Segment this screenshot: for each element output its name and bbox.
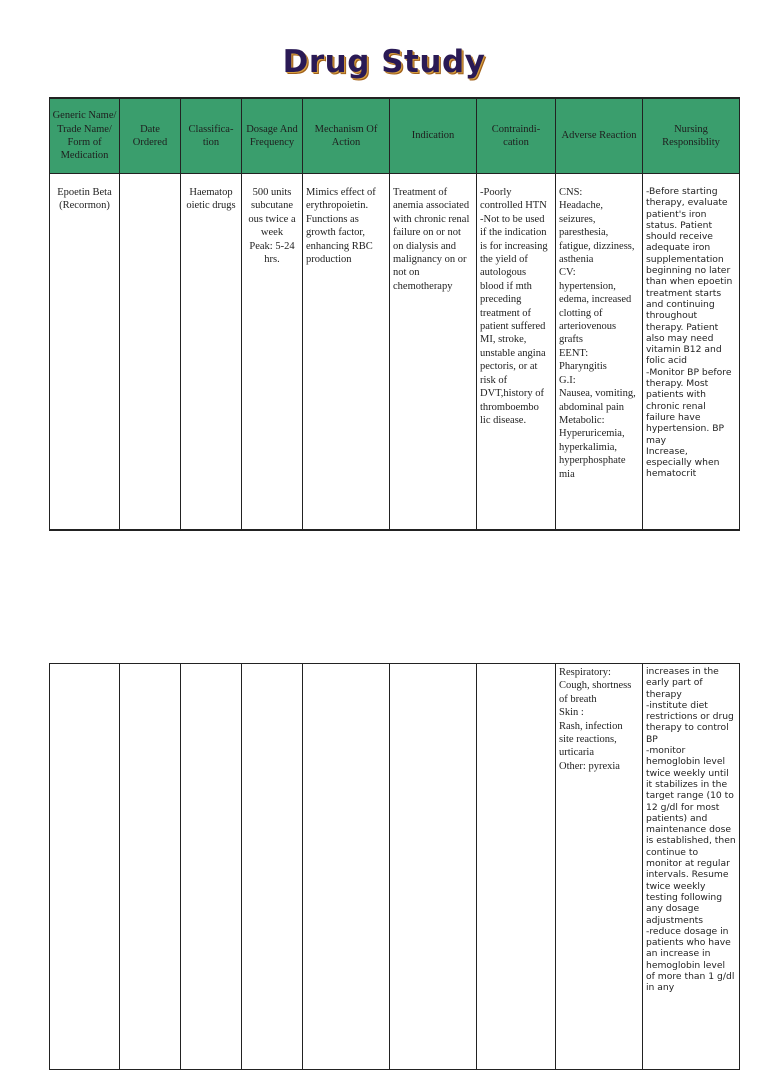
cell-generic-name-empty: [50, 664, 120, 1070]
header-classification: Classifica- tion: [181, 98, 242, 174]
cell-contraindication-empty: [477, 664, 556, 1070]
table-row: [50, 174, 740, 531]
cell-nursing-continued: increases in the early part of therapy -institute diet restrictions or drug therapy to control BP -monitor hemoglobin level twice weekly until it stabilizes in the target range (10 to 12 g/dl for most patients) and maintenance dose is established, then continue to monitor at regular intervals. Resume twice weekly testing following any dosage adjustments -reduce dosage in patients who have an increase in hemoglobin level of more than 1 g/dl in any: [643, 664, 740, 1070]
drug-study-table: [49, 97, 740, 531]
cell-date-ordered: [120, 174, 181, 531]
cell-generic-name: Epoetin Beta (Recormon): [50, 174, 120, 531]
header-dosage: Dosage And Frequency: [242, 98, 303, 174]
cell-classification-empty: [181, 664, 242, 1070]
cell-nursing: -Before starting therapy, evaluate patient's iron status. Patient should receive adequate iron supplementation beginning no later than when epoetin treatment starts and continuing throughout therapy. Patient also may need vitamin B12 and folic acid -Monitor BP before therapy. Most patients with chronic renal failure have hypertension. BP may Increase, especially when hematocrit: [643, 174, 740, 531]
header-adverse: Adverse Reaction: [556, 98, 643, 174]
header-nursing: Nursing Responsiblity: [643, 98, 740, 174]
cell-dosage-empty: [242, 664, 303, 1070]
header-generic-name: Generic Name/ Trade Name/ Form of Medication: [50, 98, 120, 174]
cell-adverse: CNS: Headache, seizures, paresthesia, fatigue, dizziness, asthenia CV: hypertension, edema, increased clotting of arteriovenous grafts EENT: Pharyngitis G.I: Nausea, vomiting, abdominal pain Metabolic: Hyperuricemia, hyperkalimia, hyperphosphate mia: [556, 174, 643, 531]
header-mechanism: Mechanism Of Action: [303, 98, 390, 174]
table-row: [50, 664, 740, 1070]
cell-dosage: 500 units subcutane ous twice a week Peak: 5-24 hrs.: [242, 174, 303, 531]
table-header-row: [50, 98, 740, 174]
cell-classification: Haematop oietic drugs: [181, 174, 242, 531]
cell-indication: Treatment of anemia associated with chronic renal failure on or not on dialysis and malignancy on or not on chemotherapy: [390, 174, 477, 531]
drug-study-table-continued: [49, 663, 740, 1070]
cell-mechanism-empty: [303, 664, 390, 1070]
cell-indication-empty: [390, 664, 477, 1070]
cell-adverse-continued: Respiratory: Cough, shortness of breath Skin : Rash, infection site reactions, urticaria Other: pyrexia: [556, 664, 643, 1070]
header-indication: Indication: [390, 98, 477, 174]
cell-mechanism: Mimics effect of erythropoietin. Functions as growth factor, enhancing RBC production: [303, 174, 390, 531]
header-contraindication: Contraindi- cation: [477, 98, 556, 174]
cell-date-ordered-empty: [120, 664, 181, 1070]
header-date-ordered: Date Ordered: [120, 98, 181, 174]
page-title: Drug Study: [282, 44, 486, 80]
cell-contraindication: -Poorly controlled HTN -Not to be used if the indication is for increasing the yield of autologous blood if mth preceding treatment of patient suffered MI, stroke, unstable angina pectoris, or at risk of DVT,history of thromboembo lic disease.: [477, 174, 556, 531]
